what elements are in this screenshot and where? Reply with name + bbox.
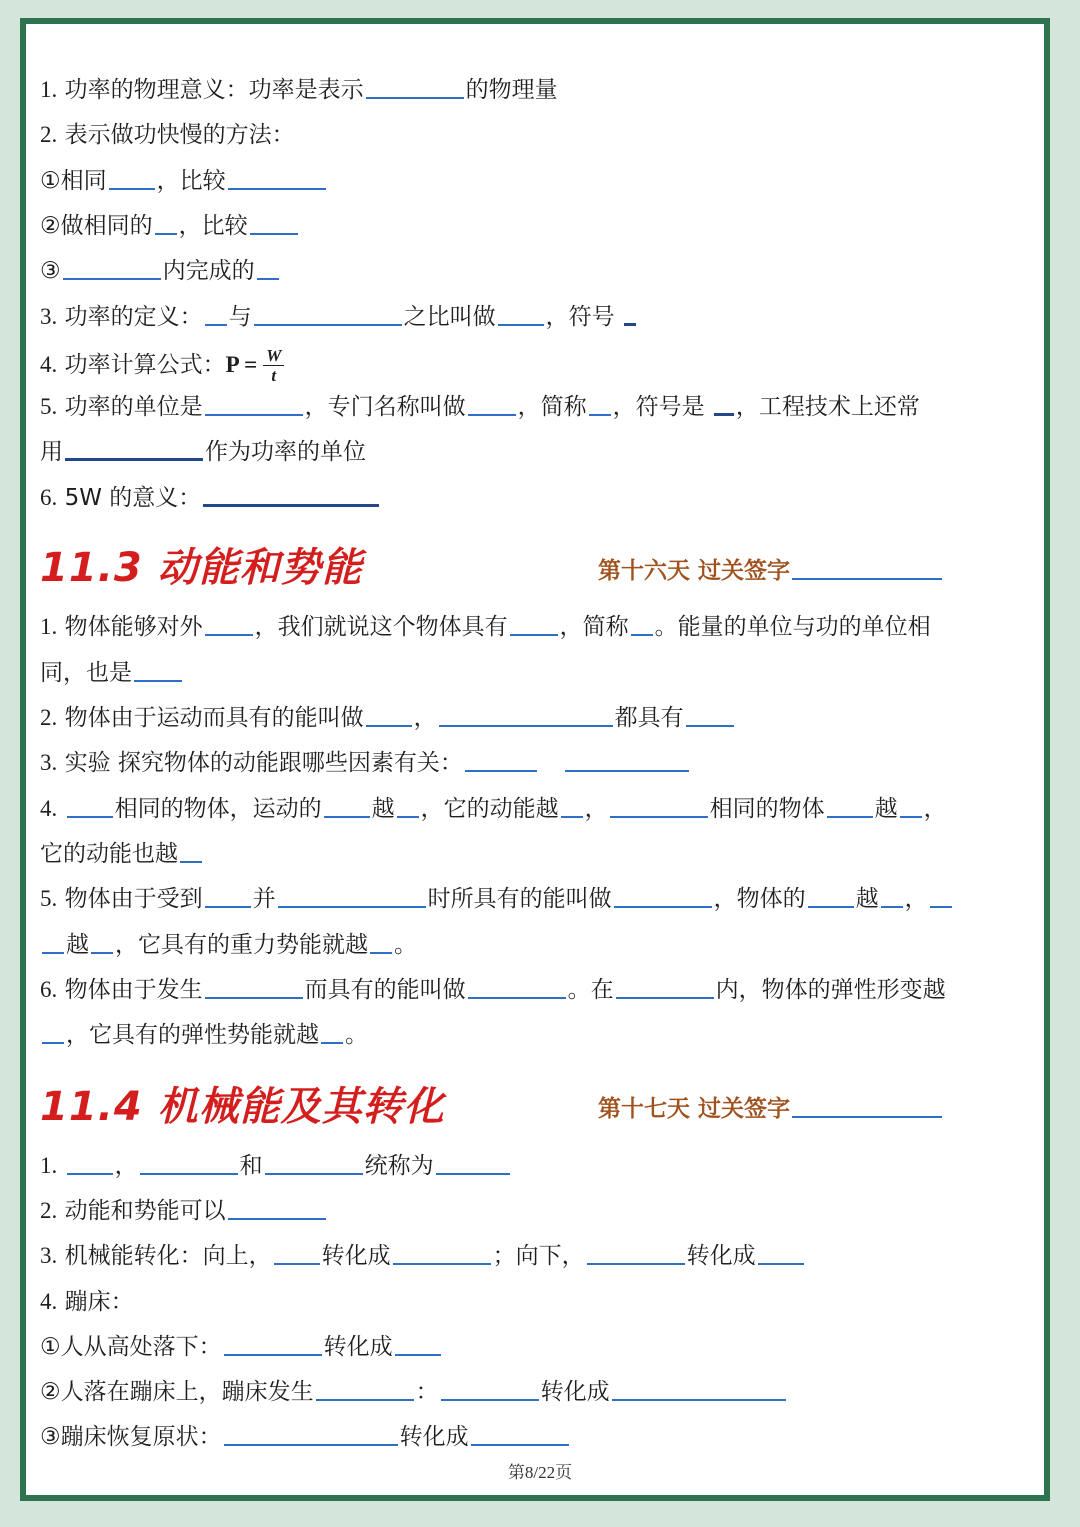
blank[interactable] — [321, 1042, 343, 1044]
item-number: 3. — [40, 304, 58, 329]
text: 越 — [371, 796, 395, 822]
text: ，我们就说这个物体具有 — [254, 614, 508, 640]
item-number: 4. — [40, 352, 58, 377]
text: 转化成 — [321, 1243, 391, 1269]
blank[interactable] — [468, 414, 516, 416]
power-line-8 — [40, 392, 1050, 422]
blank[interactable] — [510, 634, 558, 636]
blank[interactable] — [65, 458, 203, 461]
text: 功率的物理意义：功率是表示 — [64, 77, 364, 103]
text: 转化成 — [399, 1424, 469, 1450]
text: 并 — [252, 886, 276, 912]
s113-line-1 — [40, 612, 1050, 642]
text: 物体由于发生 — [64, 977, 203, 1003]
text: 越 — [66, 932, 89, 958]
s113-line-10 — [40, 1020, 1050, 1050]
item-number: 4. — [40, 796, 58, 821]
text: ， — [114, 1153, 138, 1179]
text: ①相同 — [40, 168, 107, 194]
text: ，物体的 — [713, 886, 806, 912]
text: 转化成 — [323, 1334, 393, 1360]
blank[interactable] — [397, 816, 419, 818]
text: ，它的动能越 — [420, 796, 559, 822]
text: 实验 探究物体的动能跟哪些因素有关： — [64, 750, 463, 776]
text: ，符号 — [545, 304, 615, 330]
blank[interactable] — [250, 233, 298, 235]
text: ，比较 — [178, 213, 248, 239]
blank[interactable] — [67, 1173, 113, 1175]
blank[interactable] — [758, 1263, 804, 1265]
blank[interactable] — [714, 413, 734, 416]
text: 内完成的 — [162, 258, 255, 284]
blank[interactable] — [808, 906, 854, 908]
item-number: 5. — [40, 394, 58, 419]
blank[interactable] — [465, 770, 537, 772]
signature-blank[interactable] — [792, 578, 942, 580]
blank[interactable] — [441, 1399, 539, 1401]
blank[interactable] — [498, 324, 544, 326]
page-number: 第8/22页 — [507, 1463, 573, 1482]
blank[interactable] — [91, 952, 113, 954]
s114-line-3 — [40, 1241, 1050, 1271]
fraction-w-over-t — [263, 346, 284, 385]
blank[interactable] — [589, 414, 611, 416]
item-number: 2. — [40, 122, 58, 147]
blank[interactable] — [612, 1399, 786, 1401]
text: 相同的物体 — [709, 796, 825, 822]
text: 它的动能也越 — [40, 841, 178, 867]
text: 的物理量 — [465, 77, 558, 103]
blank[interactable] — [134, 680, 182, 682]
blank[interactable] — [205, 324, 227, 326]
power-line-3 — [40, 166, 1050, 196]
text: 和 — [239, 1153, 263, 1179]
s114-line-1 — [40, 1151, 1050, 1181]
blank[interactable] — [205, 414, 303, 416]
text: 用 — [40, 439, 63, 465]
text: 统称为 — [364, 1153, 434, 1179]
text: 同，也是 — [40, 660, 132, 686]
blank[interactable] — [324, 816, 370, 818]
sign-label: 第十六天 过关签字 — [598, 558, 791, 584]
blank[interactable] — [686, 725, 734, 727]
text: 时所具有的能叫做 — [427, 886, 612, 912]
blank[interactable] — [393, 1263, 491, 1265]
text: 物体由于受到 — [64, 886, 203, 912]
blank[interactable] — [203, 504, 379, 507]
item-number: 6. — [40, 485, 58, 510]
text: ③蹦床恢复原状： — [40, 1424, 222, 1450]
text: 而具有的能叫做 — [304, 977, 466, 1003]
blank[interactable] — [471, 1444, 569, 1446]
item-number: 1. — [40, 614, 58, 639]
power-line-7 — [40, 345, 1050, 385]
text: 转化成 — [686, 1243, 756, 1269]
text: ，它具有的重力势能就越 — [115, 932, 368, 958]
item-number: 1. — [40, 1153, 58, 1178]
blank[interactable] — [228, 188, 326, 190]
blank[interactable] — [140, 1173, 238, 1175]
text: 功率计算公式： — [64, 352, 226, 378]
blank[interactable] — [265, 1173, 363, 1175]
fraction-numerator: W — [263, 346, 284, 366]
blank[interactable] — [274, 1263, 320, 1265]
item-number: 3. — [40, 1243, 58, 1268]
blank[interactable] — [228, 1218, 326, 1220]
blank[interactable] — [205, 634, 253, 636]
text: 功率的定义： — [64, 304, 203, 330]
text: 。 — [394, 932, 417, 958]
text: ①人从高处落下： — [40, 1334, 222, 1360]
blank[interactable] — [439, 725, 613, 727]
power-line-2 — [40, 120, 1050, 150]
s113-line-4 — [40, 748, 1050, 778]
text: ③ — [40, 258, 61, 284]
text: 与 — [228, 304, 252, 330]
blank[interactable] — [827, 816, 873, 818]
text: 。在 — [567, 977, 614, 1003]
item-number: 2. — [40, 1198, 58, 1223]
text: 。能量的单位与功的单位相 — [654, 614, 931, 640]
text: 之比叫做 — [403, 304, 496, 330]
blank[interactable] — [180, 861, 202, 863]
text: 机械能转化：向上， — [64, 1243, 272, 1269]
text: 表示做功快慢的方法： — [64, 122, 295, 148]
blank[interactable] — [370, 952, 392, 954]
s113-line-2 — [40, 658, 1050, 688]
text: 5W 的意义： — [64, 485, 202, 511]
blank[interactable] — [614, 906, 712, 908]
text: 功率的单位是 — [64, 394, 203, 420]
blank[interactable] — [67, 816, 113, 818]
power-line-1 — [40, 75, 1050, 105]
blank[interactable] — [42, 952, 64, 954]
blank[interactable] — [254, 324, 402, 326]
item-number: 4. — [40, 1289, 58, 1314]
text: ， — [923, 796, 947, 822]
blank[interactable] — [224, 1354, 322, 1356]
text: ，工程技术上还常 — [735, 394, 920, 420]
text: ， — [904, 886, 928, 912]
blank[interactable] — [881, 906, 903, 908]
blank[interactable] — [561, 816, 583, 818]
text: ；向下， — [492, 1243, 585, 1269]
blank[interactable] — [224, 1444, 398, 1446]
blank[interactable] — [587, 1263, 685, 1265]
text: 蹦床： — [64, 1289, 134, 1315]
blank[interactable] — [155, 233, 177, 235]
power-line-9 — [40, 437, 1050, 467]
text: 。 — [345, 1022, 368, 1048]
blank[interactable] — [205, 906, 251, 908]
text: 越 — [874, 796, 898, 822]
text: 相同的物体，运动的 — [114, 796, 322, 822]
s114-line-5 — [40, 1332, 1050, 1362]
blank[interactable] — [366, 725, 412, 727]
s113-line-6 — [40, 839, 1050, 869]
blank[interactable] — [278, 906, 426, 908]
s113-line-9 — [40, 975, 1050, 1005]
sign-line-day-16 — [598, 552, 944, 585]
item-number: 1. — [40, 77, 58, 102]
item-number: 2. — [40, 705, 58, 730]
item-number: 5. — [40, 886, 58, 911]
power-line-4 — [40, 211, 1050, 241]
text: ，简称 — [559, 614, 629, 640]
s114-line-2 — [40, 1196, 1050, 1226]
blank[interactable] — [616, 997, 714, 999]
text: ②人落在蹦床上，蹦床发生 — [40, 1379, 314, 1405]
blank[interactable] — [631, 634, 653, 636]
s113-line-5 — [40, 794, 1050, 824]
s113-line-3 — [40, 703, 1050, 733]
sign-line-day-17 — [598, 1090, 944, 1123]
section-title-11-4: 11.4 机械能及其转化 — [40, 1084, 445, 1130]
text: 物体由于运动而具有的能叫做 — [64, 705, 364, 731]
s114-line-7 — [40, 1422, 1050, 1452]
blank[interactable] — [63, 278, 161, 280]
text: 转化成 — [540, 1379, 610, 1405]
text: ，专门名称叫做 — [304, 394, 466, 420]
signature-blank[interactable] — [792, 1116, 942, 1118]
formula-p: P = — [225, 352, 258, 377]
s113-line-7 — [40, 884, 1050, 914]
blank[interactable] — [610, 816, 708, 818]
blank[interactable] — [468, 997, 566, 999]
s113-line-8 — [40, 930, 1050, 960]
sign-label: 第十七天 过关签字 — [598, 1096, 791, 1122]
blank[interactable] — [565, 770, 689, 772]
blank[interactable] — [205, 997, 303, 999]
item-number: 6. — [40, 977, 58, 1002]
section-title-11-3: 11.3 动能和势能 — [40, 545, 363, 591]
blank[interactable] — [42, 1042, 64, 1044]
power-line-10 — [40, 483, 1050, 513]
text: ： — [415, 1379, 439, 1405]
text: 内，物体的弹性形变越 — [715, 977, 946, 1003]
blank[interactable] — [109, 188, 155, 190]
power-line-5 — [40, 256, 1050, 286]
blank[interactable] — [624, 323, 636, 326]
text: 动能和势能可以 — [64, 1198, 226, 1224]
s114-line-6 — [40, 1377, 1050, 1407]
text: 作为功率的单位 — [205, 439, 366, 465]
text: ②做相同的 — [40, 213, 153, 239]
blank[interactable] — [930, 906, 952, 908]
power-line-6 — [40, 302, 1050, 332]
item-number: 3. — [40, 750, 58, 775]
text: ，简称 — [517, 394, 587, 420]
text: 物体能够对外 — [64, 614, 203, 640]
text: ， — [584, 796, 608, 822]
blank[interactable] — [257, 278, 279, 280]
text: ， — [413, 705, 437, 731]
text: ，符号是 — [612, 394, 705, 420]
text: ，它具有的弹性势能就越 — [66, 1022, 319, 1048]
text: 越 — [855, 886, 879, 912]
text: ，比较 — [156, 168, 226, 194]
blank[interactable] — [366, 97, 464, 99]
blank[interactable] — [316, 1399, 414, 1401]
text: 都具有 — [614, 705, 684, 731]
blank[interactable] — [436, 1173, 510, 1175]
blank[interactable] — [900, 816, 922, 818]
s114-line-4 — [40, 1287, 1050, 1317]
blank[interactable] — [395, 1354, 441, 1356]
fraction-denominator: t — [271, 366, 277, 385]
